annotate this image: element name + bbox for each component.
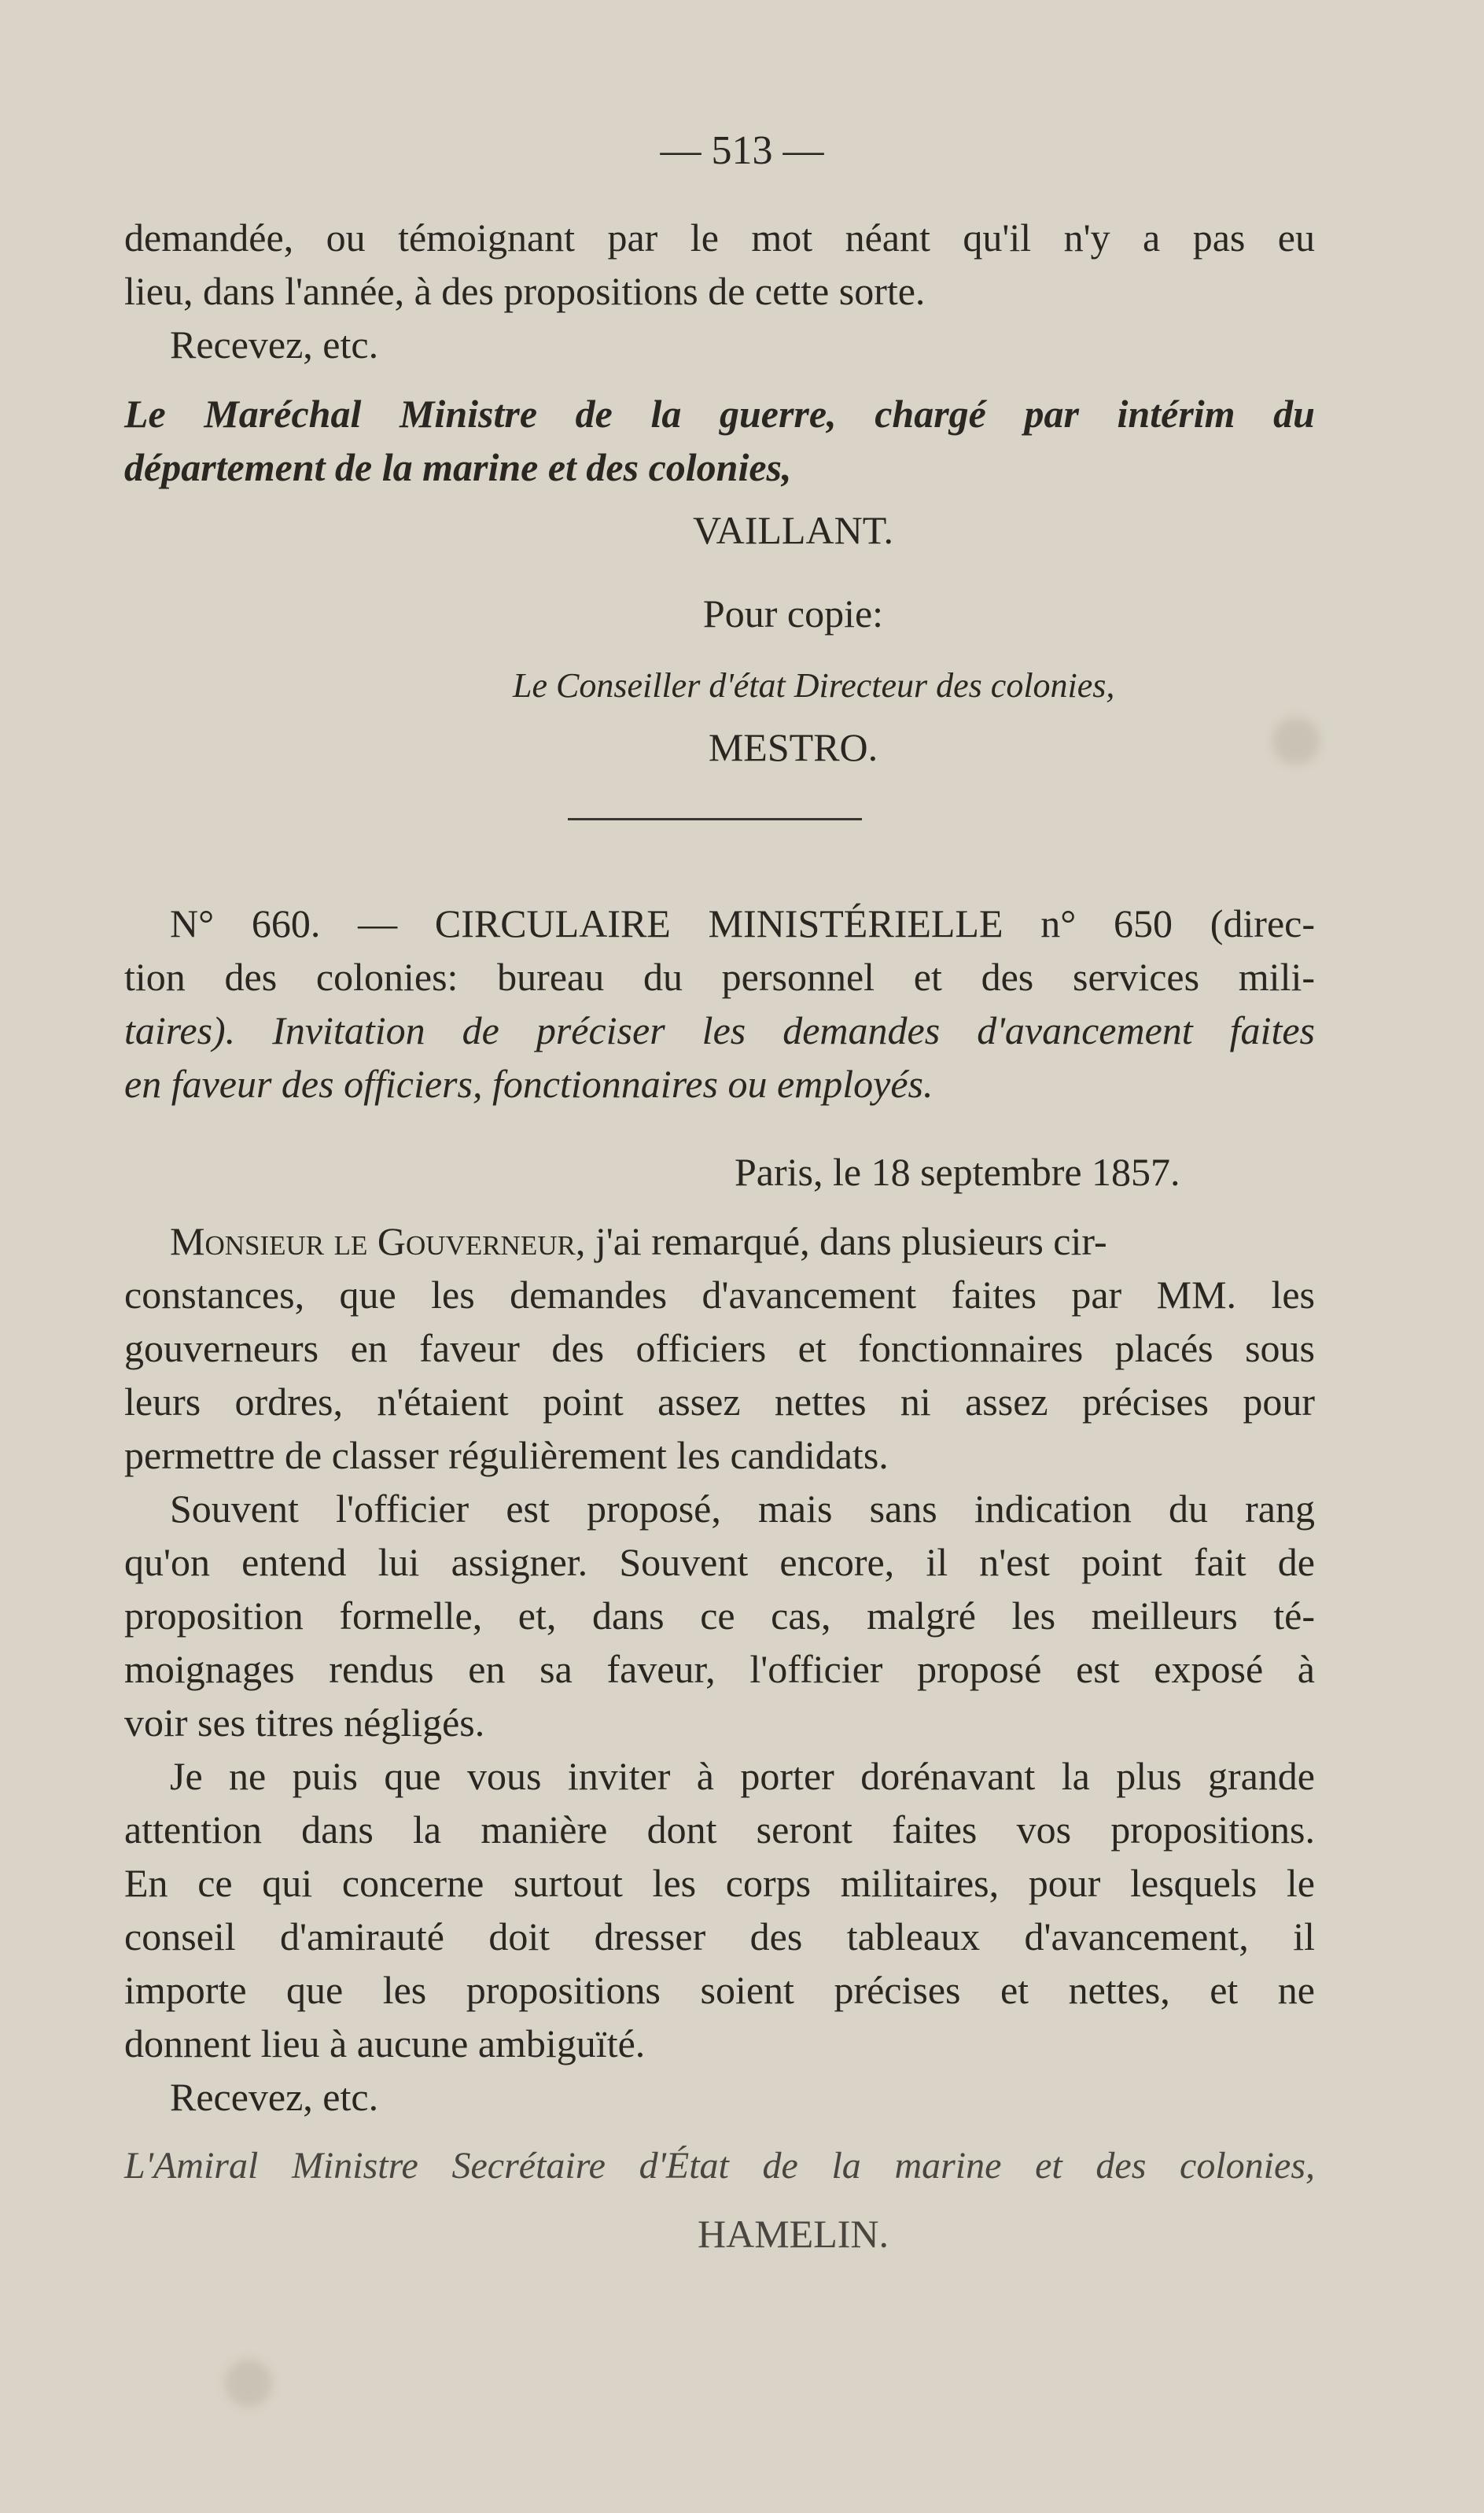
signature-title-line: Le Maréchal Ministre de la guerre, chargé par intérim du [124,392,1315,436]
circular-heading-line: tion des colonies: bureau du personnel et des services mili- [124,955,1315,999]
copy-signer-name: MESTRO. [708,725,878,769]
circular-heading-line: taires). Invitation de préciser les demandes d'avancement faites [124,1008,1315,1052]
body-line: qu'on entend lui assigner. Souvent encore, il n'est point fait de [124,1540,1315,1584]
body-line: gouverneurs en faveur des officiers et fonctionnaires placés sous [124,1326,1315,1370]
paper-stain [225,2360,272,2407]
circular-heading-line: N° 660. — CIRCULAIRE MINISTÉRIELLE n° 650 (direc- [170,901,1315,945]
body-line: importe que les propositions soient précises et nettes, et ne [124,1968,1315,2012]
body-line: conseil d'amirauté doit dresser des tableaux d'avancement, il [124,1914,1315,1958]
body-line: leurs ordres, n'étaient point assez nettes ni assez précises pour [124,1380,1315,1424]
body-line: voir ses titres négligés. [124,1701,485,1745]
copy-label: Pour copie: [702,591,884,636]
body-line: Souvent l'officier est proposé, mais sans indication du rang [170,1487,1315,1531]
salutation [170,1214,1107,1268]
body-line: lieu, dans l'année, à des propositions de cette sorte. [124,269,926,313]
body-line: Je ne puis que vous inviter à porter dorénavant la plus grande [170,1754,1315,1798]
dateline: Paris, le 18 septembre 1857. [735,1150,1180,1194]
body-line: En ce qui concerne surtout les corps militaires, pour lesquels le [124,1861,1315,1905]
salutation-text: Monsieur le Gouverneur, [170,1219,586,1263]
signature-name: VAILLANT. [692,508,894,552]
body-line: permettre de classer régulièrement les candidats. [124,1433,889,1477]
page-number: — 513 — [660,128,824,173]
circular-heading-line: en faveur des officiers, fonctionnaires ou employés. [124,1062,933,1106]
body-line-start: j'ai remarqué, dans plusieurs cir- [595,1219,1107,1263]
body-line: proposition formelle, et, dans ce cas, malgré les meilleurs té- [124,1594,1315,1638]
body-line: attention dans la manière dont seront faites vos propositions. [124,1807,1315,1852]
body-line: donnent lieu à aucune ambiguïté. [124,2021,646,2065]
signature-title-line: département de la marine et des colonies, [124,445,792,489]
section-divider [568,818,862,820]
body-line: moignages rendus en sa faveur, l'officier proposé est exposé à [124,1647,1315,1691]
signature-name: HAMELIN. [697,2212,889,2256]
body-line: constances, que les demandes d'avancement faites par MM. les [124,1273,1315,1317]
copy-signer-title: Le Conseiller d'état Directeur des colonies, [513,666,1115,705]
closing-formula: Recevez, etc. [170,322,379,367]
closing-formula: Recevez, etc. [170,2075,379,2119]
signature-title: L'Amiral Ministre Secrétaire d'État de la marine et des colonies, [124,2145,1315,2187]
body-line: demandée, ou témoignant par le mot néant qu'il n'y a pas eu [124,216,1315,260]
